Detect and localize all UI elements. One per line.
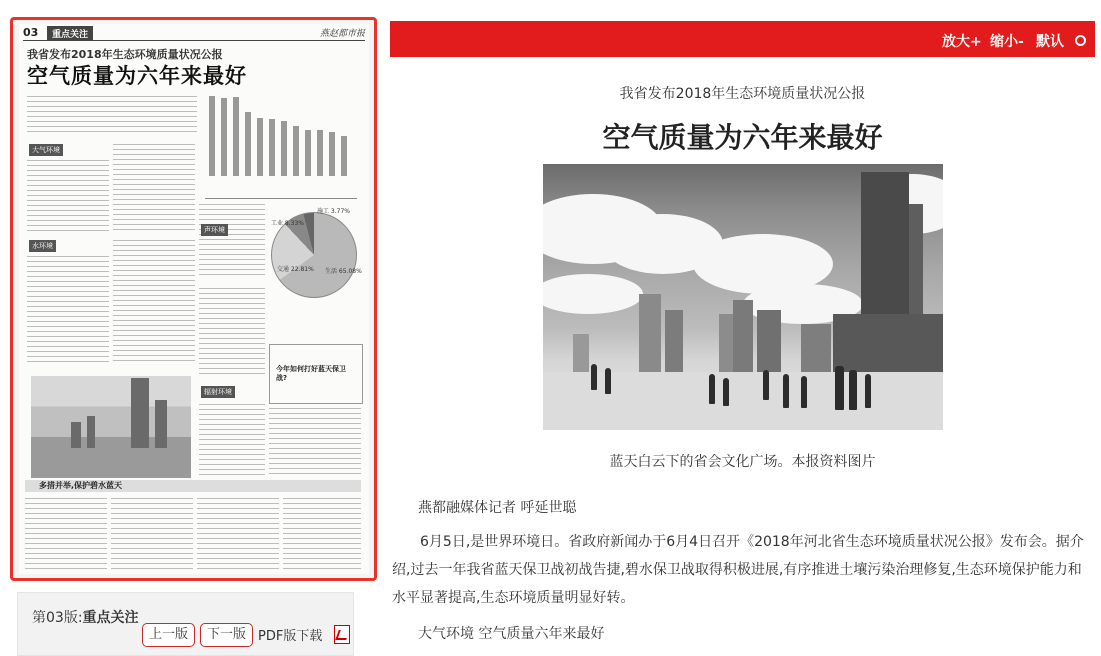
reset-zoom-button[interactable]: 默认 bbox=[1036, 34, 1064, 50]
masthead: 燕赵都市报 bbox=[319, 29, 365, 39]
bar-chart bbox=[205, 80, 357, 199]
section-tag-radiation: 辐射环境 bbox=[201, 386, 235, 398]
banner-text: 多措并举,保护碧水蓝天 bbox=[39, 481, 123, 490]
chart-bar bbox=[329, 132, 335, 176]
pie-label: 工业 8.33% bbox=[271, 220, 304, 227]
article-photo bbox=[543, 164, 943, 430]
page-number: 03 bbox=[23, 26, 39, 39]
page-header bbox=[23, 26, 365, 41]
text-column bbox=[27, 94, 197, 134]
hall-building bbox=[833, 314, 943, 377]
chart-bar bbox=[221, 98, 227, 176]
person bbox=[783, 374, 789, 408]
person bbox=[835, 366, 844, 410]
person bbox=[801, 376, 807, 408]
text-column bbox=[199, 202, 265, 278]
building bbox=[131, 378, 149, 448]
text-column bbox=[199, 402, 265, 478]
person bbox=[849, 370, 857, 410]
building bbox=[87, 416, 95, 448]
pie-label: 交通 22.81% bbox=[277, 266, 314, 273]
newspaper-photo bbox=[31, 376, 191, 478]
zoom-in-button[interactable]: 放大+ bbox=[942, 34, 982, 50]
reset-dot-icon[interactable] bbox=[1075, 35, 1086, 46]
building bbox=[801, 324, 831, 374]
chart-bar bbox=[269, 119, 275, 176]
newspaper-page-thumbnail[interactable] bbox=[10, 17, 377, 581]
text-column bbox=[27, 158, 109, 232]
page-label bbox=[32, 607, 139, 627]
building bbox=[719, 314, 733, 374]
pie-label: 生活 65.08% bbox=[325, 268, 362, 275]
person bbox=[591, 364, 597, 390]
pie-label: 施工 3.77% bbox=[317, 208, 350, 215]
article-title: 空气质量为六年来最好 bbox=[602, 121, 883, 154]
chart-bar bbox=[305, 130, 311, 176]
newspaper-subtitle: 我省发布2018年生态环境质量状况公报 bbox=[27, 48, 223, 61]
page-navigation bbox=[17, 592, 354, 656]
sidebar-box bbox=[269, 344, 363, 404]
photo-caption: 蓝天白云下的省会文化广场。本报资料图片 bbox=[609, 454, 876, 470]
prev-page-button[interactable]: 上一版 bbox=[142, 623, 195, 647]
section-tag-noise: 声环境 bbox=[201, 224, 228, 236]
plaza-ground bbox=[543, 372, 943, 430]
text-column bbox=[197, 496, 279, 570]
text-column bbox=[25, 496, 107, 570]
chart-bar bbox=[341, 136, 347, 176]
building bbox=[733, 300, 753, 374]
newspaper-page bbox=[19, 24, 369, 574]
chart-bar bbox=[317, 130, 323, 176]
person bbox=[723, 378, 729, 406]
text-column bbox=[113, 238, 195, 364]
section-tag-air: 大气环境 bbox=[29, 144, 63, 156]
section-tag: 重点关注 bbox=[47, 26, 93, 41]
article-body: 6月5日,是世界环境日。省政府新闻办于6月4日召开《2018年河北省生态环境质量状况公报》发布会。据介绍,过去一年我省蓝天保卫战初战告捷,碧水保卫战取得积极进展,有序推进土壤污染治理修复,生态环境保护能力和水平显著提高,生态环境质量明显好转。 bbox=[392, 534, 1084, 606]
chart-bar bbox=[209, 96, 215, 176]
chart-bar bbox=[257, 118, 263, 176]
chart-bar bbox=[293, 126, 299, 176]
person bbox=[763, 370, 769, 400]
building bbox=[639, 294, 661, 374]
chart-bar bbox=[245, 112, 251, 176]
pdf-download-link[interactable]: PDF版下载 bbox=[258, 629, 323, 644]
newspaper-banner bbox=[25, 480, 361, 492]
building bbox=[757, 310, 781, 374]
sidebar-heading: 今年如何打好蓝天保卫战? bbox=[276, 365, 346, 382]
text-column bbox=[113, 142, 195, 232]
chart-bar bbox=[281, 121, 287, 176]
newspaper-headline: 空气质量为六年来最好 bbox=[27, 64, 247, 88]
pdf-icon[interactable] bbox=[334, 625, 350, 644]
article-section-heading: 大气环境 空气质量六年来最好 bbox=[418, 626, 605, 642]
building bbox=[573, 334, 589, 374]
next-page-button[interactable]: 下一版 bbox=[200, 623, 253, 647]
person bbox=[605, 368, 611, 394]
building bbox=[155, 400, 167, 448]
chart-bar bbox=[233, 97, 239, 176]
text-column bbox=[27, 254, 109, 364]
person bbox=[865, 374, 871, 408]
building bbox=[71, 422, 81, 448]
page-label-prefix: 第03版: bbox=[32, 610, 83, 626]
cloud bbox=[543, 274, 643, 314]
text-column bbox=[199, 286, 265, 376]
article-author: 燕都融媒体记者 呼延世聪 bbox=[418, 500, 577, 516]
page-label-name: 重点关注 bbox=[82, 610, 139, 626]
text-column bbox=[269, 406, 361, 478]
section-tag-water: 水环境 bbox=[29, 240, 56, 252]
text-column bbox=[283, 496, 361, 570]
building bbox=[665, 310, 683, 374]
article-pre-title: 我省发布2018年生态环境质量状况公报 bbox=[619, 86, 866, 102]
font-size-toolbar bbox=[390, 21, 1095, 57]
person bbox=[709, 374, 715, 404]
zoom-out-button[interactable]: 缩小- bbox=[990, 34, 1024, 50]
text-column bbox=[111, 496, 193, 570]
